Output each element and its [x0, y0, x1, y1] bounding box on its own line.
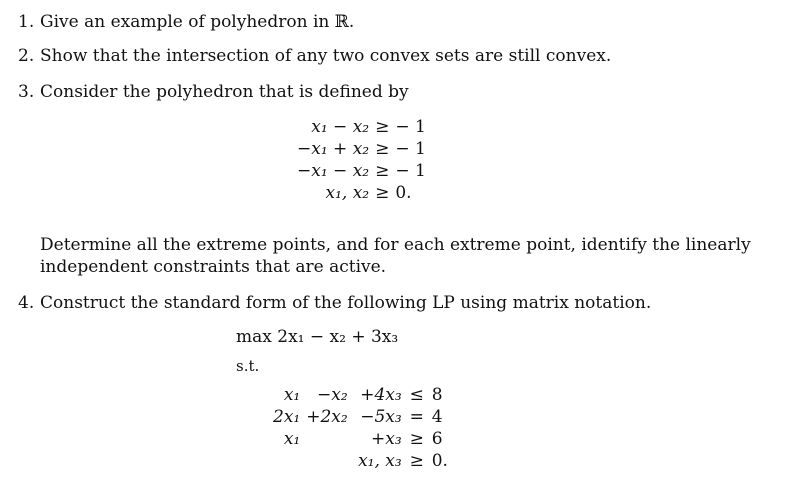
lp-rhs: 4: [431, 407, 443, 427]
constraint-relation: ≥: [375, 139, 390, 159]
question-3-followup-line-2: independent constraints that are active.: [40, 257, 387, 277]
lp-relation: ≥: [409, 429, 424, 449]
constraint-row: [294, 182, 429, 204]
lp-term-x2: −x₂: [317, 385, 348, 405]
constraint-rhs: − 1: [395, 139, 426, 159]
question-number: 1.: [18, 12, 35, 32]
lp-rhs: 8: [431, 385, 443, 405]
lp-term-x2: [303, 428, 350, 450]
constraint-row: [294, 138, 429, 160]
constraint-row: [294, 116, 429, 138]
constraint-rhs: 0.: [395, 183, 412, 203]
lp-constraints: [270, 384, 451, 472]
constraint-lhs: −x₁ − x₂: [297, 161, 370, 181]
lp-rhs: 0.: [431, 451, 448, 471]
lp-constraint-row: [270, 428, 451, 450]
question-text: Give an example of polyhedron in ℝ.: [40, 12, 355, 32]
lp-constraint-row: [270, 406, 451, 428]
constraint-lhs: −x₁ + x₂: [297, 139, 370, 159]
lp-term-x1: x₁: [283, 429, 301, 449]
polyhedron-constraints: [294, 116, 429, 204]
lp-term-x2: +2x₂: [306, 407, 348, 427]
constraint-row: [294, 160, 429, 182]
lp-relation: ≥: [409, 451, 424, 471]
question-number: 4.: [18, 293, 35, 313]
question-4: [18, 293, 651, 313]
question-2: [18, 46, 611, 66]
constraint-relation: ≥: [375, 117, 390, 137]
lp-constraint-row: [270, 384, 451, 406]
lp-term-x1: x₁: [283, 385, 301, 405]
question-3-followup-line-1: Determine all the extreme points, and for each extreme point, identify the linearly: [40, 235, 751, 255]
constraint-rhs: − 1: [395, 161, 426, 181]
constraint-relation: ≥: [375, 183, 390, 203]
lp-term-x1: 2x₁: [273, 407, 301, 427]
lp-term-x2: [303, 450, 350, 472]
lp-objective: max 2x₁ − x₂ + 3x₃: [236, 327, 399, 347]
constraint-relation: ≥: [375, 161, 390, 181]
question-text: Consider the polyhedron that is defined by: [40, 82, 409, 102]
lp-relation: ≤: [409, 385, 424, 405]
question-text: Construct the standard form of the following LP using matrix notation.: [40, 293, 652, 313]
lp-term-x3: −5x₃: [360, 407, 402, 427]
lp-constraint-row: [270, 450, 451, 472]
question-number: 3.: [18, 82, 35, 102]
lp-term-x3: x₁, x₃: [358, 451, 402, 471]
question-text: Show that the intersection of any two convex sets are still convex.: [40, 46, 612, 66]
constraint-lhs: x₁ − x₂: [311, 117, 370, 137]
constraint-lhs: x₁, x₂: [325, 183, 370, 203]
constraint-rhs: − 1: [395, 117, 426, 137]
question-number: 2.: [18, 46, 35, 66]
lp-term-x3: +4x₃: [360, 385, 402, 405]
lp-subject-to-label: s.t.: [236, 357, 260, 375]
lp-term-x3: +x₃: [371, 429, 402, 449]
lp-rhs: 6: [431, 429, 443, 449]
lp-term-x1: [270, 450, 303, 472]
lp-relation: =: [409, 407, 424, 427]
question-1: [18, 12, 354, 32]
question-3: [18, 82, 409, 102]
